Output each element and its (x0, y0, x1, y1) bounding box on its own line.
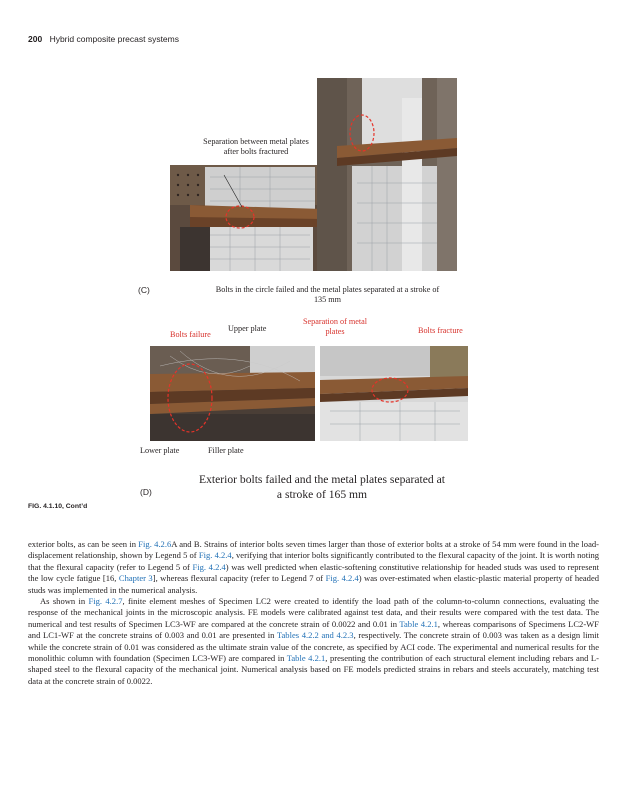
chapter-title: Hybrid composite precast systems (49, 34, 179, 44)
cross-reference-link[interactable]: Fig. 4.2.6 (138, 539, 172, 549)
photo-d-right (320, 346, 468, 441)
running-head (28, 34, 179, 44)
text-run: , verifying that interior bolts significantly contributed to the flexural capacity of the joint. It is worth noting that the flexural capacity (refer to Legend 5 of (28, 550, 599, 572)
photo-d-left-image (150, 346, 315, 441)
cross-reference-link[interactable]: Fig. 4.2.4 (192, 561, 226, 572)
text-run: As shown in (40, 596, 89, 607)
cross-reference-link[interactable]: Table 4.2.1 (286, 653, 326, 664)
panel-c-caption: Bolts in the circle failed and the metal plates separated at a stroke of 135 mm (215, 285, 440, 304)
panel-c-label: (C) (138, 285, 150, 295)
cross-reference-link[interactable]: Table 4.2.1 (399, 618, 438, 629)
text-run: , respectively. The concrete strain of 0.003 was taken as a design limit while the concrete strain of 0.01 was considered as the ultimate strain value of the concrete, as specified by ACI code. The experimental and numerical results for the monolithic column with foundation (Specimen LC3-WF) are compared in (28, 630, 599, 664)
cross-reference-link[interactable]: Tables 4.2.2 and 4.2.3 (276, 630, 354, 641)
photo-c-left-image (170, 165, 323, 271)
text-run: ) was well predicted when elastic-softening constitutive relationship for headed studs was used to represent the low cycle fatigue [16, (28, 561, 599, 584)
bolts-failure-label: Bolts failure (170, 330, 211, 339)
panel-d-label: (D) (140, 487, 152, 497)
figure-label: FIG. 4.1.10, Cont’d (28, 503, 88, 510)
bolts-fracture-label: Bolts fracture (418, 326, 463, 335)
text-run: , whereas comparisons of Specimens LC2-WF and LC1-WF at the concrete strains of 0.003 and 0.01 are presented in (28, 618, 599, 641)
cross-reference-link[interactable]: Fig. 4.2.4 (198, 550, 232, 561)
cross-reference-link[interactable]: Chapter 3 (118, 573, 153, 584)
separation-plates-label: Separation of metal plates (302, 317, 368, 336)
photo-c-right-image (317, 78, 457, 271)
photo-d-left (150, 346, 315, 441)
paragraph (28, 596, 599, 687)
body-text (28, 539, 599, 687)
text-run: A and B. Strains of interior bolts seven times larger than those of exterior bolts at a stroke of 54 mm were found in the load-displacement relationship, shown by Legend 5 of (28, 539, 599, 561)
text-run: , finite element meshes of Specimen LC2 were created to identify the load path of the column-to-column connections, evaluating the response of the mechanical joints in the microscopic analysis. FE models were calibrated against test data, and their results were compared with the test data. The numerical and test results of Specimen LC3-WF are compared at the concrete strain of 0.0022 and 0.01 in (28, 596, 599, 629)
separation-annotation: Separation between metal plates after bolts fractured (203, 137, 309, 156)
panel-d-caption: Exterior bolts failed and the metal plates separated at a stroke of 165 mm (199, 473, 445, 501)
upper-plate-label: Upper plate (228, 324, 267, 333)
text-run: , presenting the contribution of each structural element including rebars and L-shaped steel to the flexural capacity of the mechanical joint. Numerical analysis based on FE models predicted strains in rebars and steels accurately, matching test data at the concrete strain of 0.0022. (28, 653, 599, 686)
text-run: exterior bolts, as can be seen in (28, 539, 139, 549)
filler-plate-label: Filler plate (208, 446, 244, 455)
photo-d-right-image (320, 346, 468, 441)
lower-plate-label: Lower plate (140, 446, 180, 455)
page-number: 200 (28, 34, 43, 44)
text-run: ) was over-estimated when elastic-plastic material property of headed studs was implemented in the numerical analysis. (28, 573, 600, 595)
photo-c-right (317, 78, 457, 271)
cross-reference-link[interactable]: Fig. 4.2.4 (325, 573, 359, 584)
paragraph (28, 539, 599, 596)
photo-c-left (170, 165, 323, 271)
cross-reference-link[interactable]: Fig. 4.2.7 (88, 596, 123, 607)
text-run: ], whereas flexural capacity (refer to Legend 7 of (152, 573, 326, 584)
